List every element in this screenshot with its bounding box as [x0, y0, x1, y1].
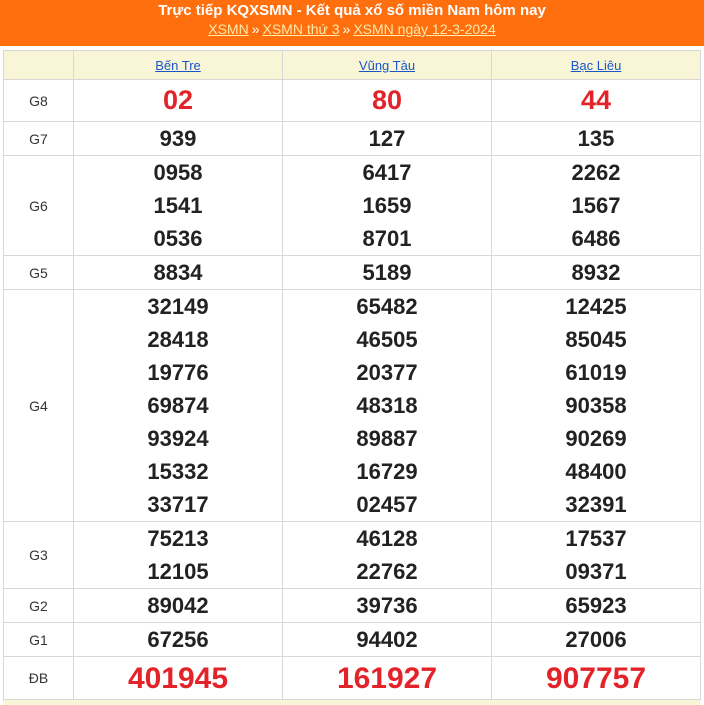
province-link-ben-tre[interactable]: Bến Tre	[155, 57, 201, 73]
prize-number: 46505	[356, 327, 418, 352]
prize-body	[4, 80, 701, 700]
prize-number: 8834	[153, 260, 203, 285]
prize-number: 907757	[545, 661, 647, 695]
prize-number: 67256	[147, 627, 209, 652]
province-header	[74, 51, 283, 80]
prize-row	[4, 623, 701, 657]
prize-number: 8932	[571, 260, 621, 285]
prize-cell	[283, 589, 492, 623]
prize-cell	[283, 657, 492, 700]
prize-label: G3	[4, 522, 74, 589]
prize-number: 6417	[362, 160, 412, 185]
prize-number: 0958	[153, 160, 203, 185]
province-header-row	[4, 51, 701, 80]
prize-cell	[74, 290, 283, 522]
prize-number: 1567	[571, 193, 621, 218]
prize-number: 17537	[565, 526, 627, 551]
prize-number: 65482	[356, 294, 418, 319]
prize-number: 1541	[153, 193, 203, 218]
prize-label: G4	[4, 290, 74, 522]
prize-row	[4, 80, 701, 122]
prize-row	[4, 122, 701, 156]
prize-label: G1	[4, 623, 74, 657]
province-header	[283, 51, 492, 80]
prize-cell	[74, 657, 283, 700]
prize-cell	[492, 522, 701, 589]
prize-cell	[283, 156, 492, 256]
prize-row	[4, 657, 701, 700]
prize-number: 32149	[147, 294, 209, 319]
prize-label: ĐB	[4, 657, 74, 700]
prize-number: 27006	[565, 627, 627, 652]
prize-cell	[492, 80, 701, 122]
prize-number: 15332	[147, 459, 209, 484]
prize-number: 20377	[356, 360, 418, 385]
prize-number: 939	[159, 126, 197, 151]
prize-cell	[492, 657, 701, 700]
prize-number: 65923	[565, 593, 627, 618]
prize-number: 22762	[356, 559, 418, 584]
prize-row	[4, 256, 701, 290]
prize-cell	[492, 589, 701, 623]
prize-number: 401945	[127, 661, 229, 695]
prize-cell	[74, 80, 283, 122]
prize-number: 85045	[565, 327, 627, 352]
breadcrumb-separator: »	[251, 21, 260, 37]
prize-number: 12105	[147, 559, 209, 584]
prize-number: 61019	[565, 360, 627, 385]
prize-label: G8	[4, 80, 74, 122]
prize-row	[4, 156, 701, 256]
breadcrumb	[0, 20, 704, 38]
prize-cell	[283, 290, 492, 522]
breadcrumb-separator: »	[342, 21, 351, 37]
page-header	[0, 0, 704, 46]
prize-number: 02457	[356, 492, 418, 517]
prize-cell	[74, 256, 283, 290]
prize-cell	[492, 290, 701, 522]
prize-number: 161927	[336, 661, 438, 695]
prize-cell	[74, 156, 283, 256]
province-link-bac-lieu[interactable]: Bạc Liêu	[570, 57, 622, 73]
prize-cell	[283, 256, 492, 290]
prize-cell	[492, 122, 701, 156]
prize-number: 69874	[147, 393, 209, 418]
prize-number: 12425	[565, 294, 627, 319]
prize-cell	[283, 80, 492, 122]
prize-number: 89042	[147, 593, 209, 618]
header-blank	[4, 51, 74, 80]
prize-number: 5189	[362, 260, 412, 285]
prize-label: G7	[4, 122, 74, 156]
prize-number: 09371	[565, 559, 627, 584]
results-table	[3, 50, 701, 700]
prize-number: 48318	[356, 393, 418, 418]
prize-number: 94402	[356, 627, 418, 652]
prize-number: 6486	[571, 226, 621, 251]
breadcrumb-xsmn-thu-3[interactable]: XSMN thứ 3	[262, 21, 340, 37]
prize-number: 89887	[356, 426, 418, 451]
prize-row	[4, 290, 701, 522]
prize-cell	[283, 522, 492, 589]
prize-row	[4, 522, 701, 589]
prize-cell	[74, 122, 283, 156]
prize-number: 28418	[147, 327, 209, 352]
prize-number: 02	[162, 85, 194, 115]
prize-number: 39736	[356, 593, 418, 618]
prize-number: 90358	[565, 393, 627, 418]
province-header	[492, 51, 701, 80]
prize-number: 44	[580, 85, 612, 115]
prize-number: 90269	[565, 426, 627, 451]
prize-number: 127	[368, 126, 406, 151]
prize-label: G6	[4, 156, 74, 256]
prize-number: 2262	[571, 160, 621, 185]
prize-number: 16729	[356, 459, 418, 484]
page-title: Trực tiếp KQXSMN - Kết quả xổ số miền Nam hôm nay	[158, 2, 546, 19]
prize-label: G5	[4, 256, 74, 290]
prize-number: 8701	[362, 226, 412, 251]
prize-cell	[74, 522, 283, 589]
prize-number: 93924	[147, 426, 209, 451]
prize-cell	[283, 122, 492, 156]
prize-number: 1659	[362, 193, 412, 218]
breadcrumb-xsmn[interactable]: XSMN	[208, 21, 249, 37]
breadcrumb-xsmn-date[interactable]: XSMN ngày 12-3-2024	[353, 21, 496, 37]
prize-cell	[74, 623, 283, 657]
prize-cell	[74, 589, 283, 623]
prize-number: 135	[577, 126, 615, 151]
prize-label: G2	[4, 589, 74, 623]
prize-cell	[492, 156, 701, 256]
prize-number: 33717	[147, 492, 209, 517]
prize-number: 32391	[565, 492, 627, 517]
results-container	[0, 50, 704, 700]
prize-number: 48400	[565, 459, 627, 484]
prize-number: 80	[371, 85, 403, 115]
prize-number: 75213	[147, 526, 209, 551]
prize-cell	[492, 256, 701, 290]
prize-row	[4, 589, 701, 623]
province-link-vung-tau[interactable]: Vũng Tàu	[358, 57, 416, 73]
prize-number: 19776	[147, 360, 209, 385]
prize-number: 0536	[153, 226, 203, 251]
prize-cell	[283, 623, 492, 657]
prize-cell	[492, 623, 701, 657]
prize-number: 46128	[356, 526, 418, 551]
